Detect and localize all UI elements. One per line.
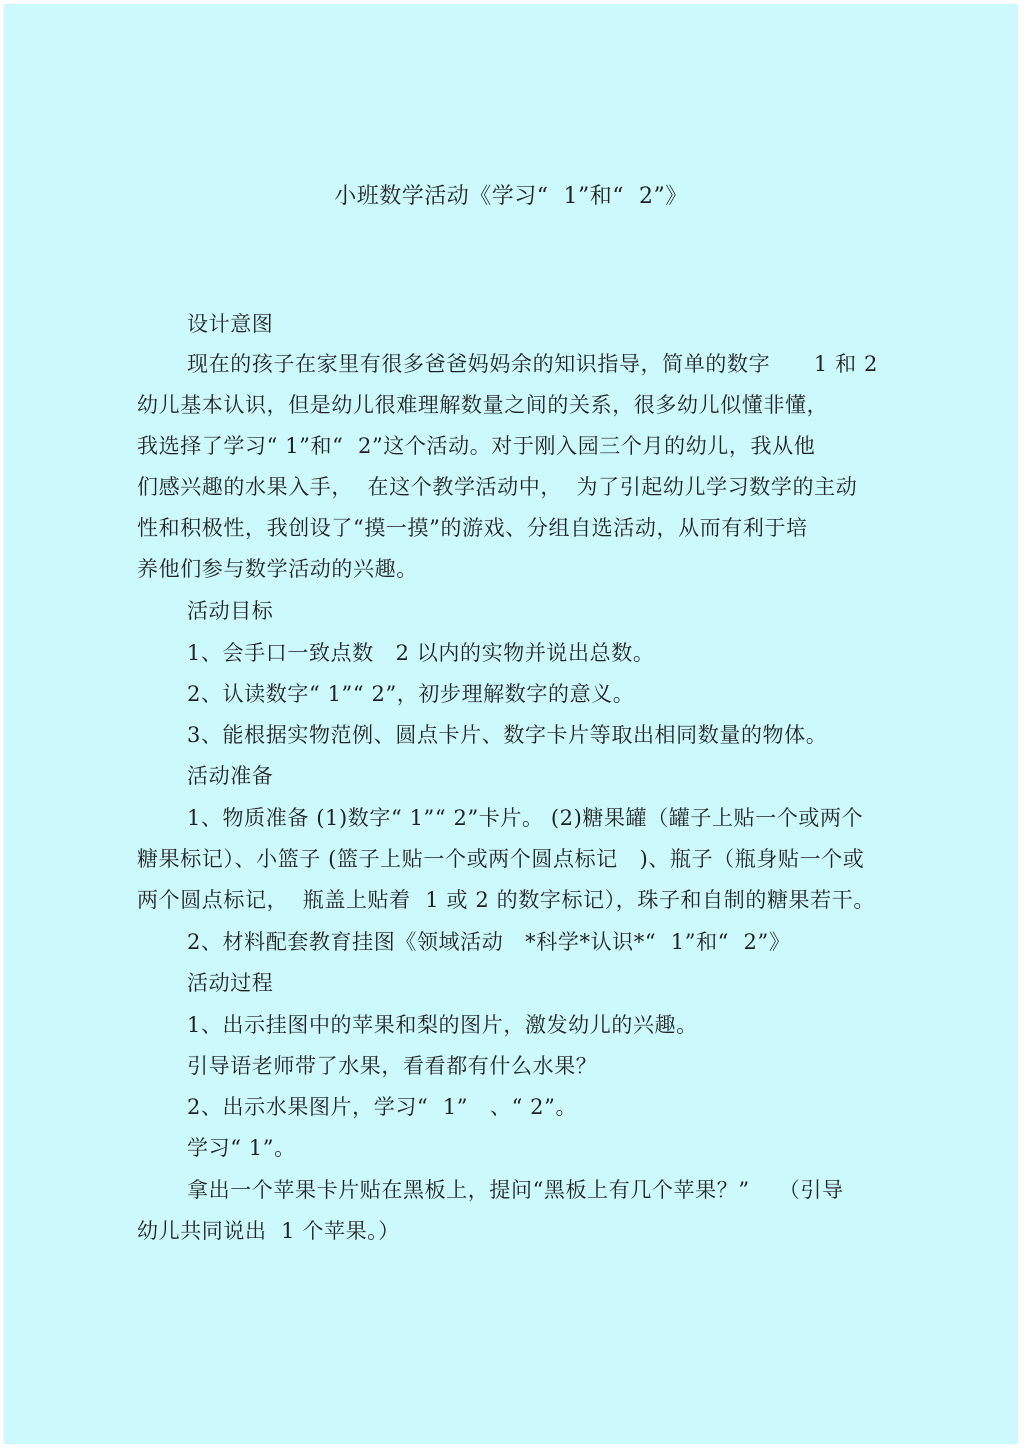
paragraph-line: 性和积极性，我创设了“摸一摸”的游戏、分组自选活动，从而有利于培 xyxy=(137,516,808,540)
paragraph-line: 学习“ 1”。 xyxy=(187,1136,296,1160)
paragraph-line: 糖果标记）、小篮子 (篮子上贴一个或两个圆点标记 )、瓶子（瓶身贴一个或 xyxy=(137,847,865,871)
list-item: 1、会手口一致点数 2 以内的实物并说出总数。 xyxy=(187,641,655,665)
paragraph-line: 引导语老师带了水果，看看都有什么水果？ xyxy=(187,1054,598,1078)
paragraph-line: 1、物质准备 (1)数字“ 1”“ 2”卡片。 (2)糖果罐（罐子上贴一个或两个 xyxy=(187,806,864,830)
paragraph-line: 2、材料配套教育挂图《领域活动 *科学*认识*“ 1”和“ 2”》 xyxy=(187,930,791,954)
heading-activity-preparation: 活动准备 xyxy=(187,764,274,788)
document-page xyxy=(4,4,1018,1444)
paragraph-line: 我选择了学习“ 1”和“ 2”这个活动。对于刚入园三个月的幼儿，我从他 xyxy=(137,434,816,458)
paragraph-line: 养他们参与数学活动的兴趣。 xyxy=(137,557,418,581)
paragraph-line: 幼儿共同说出 1 个苹果。） xyxy=(137,1219,400,1243)
paragraph-line: 两个圆点标记， 瓶盖上贴着 1 或 2 的数字标记），珠子和自制的糖果若干。 xyxy=(137,888,875,912)
paragraph-line: 2、出示水果图片，学习“ 1” 、“ 2”。 xyxy=(187,1095,578,1119)
heading-design-intent: 设计意图 xyxy=(187,312,274,336)
paragraph-line: 拿出一个苹果卡片贴在黑板上，提问“黑板上有几个苹果？” （引导 xyxy=(187,1178,844,1202)
heading-activity-goals: 活动目标 xyxy=(187,599,274,623)
paragraph-line: 现在的孩子在家里有很多爸爸妈妈余的知识指导，简单的数字 1 和 2 xyxy=(187,352,878,376)
heading-activity-process: 活动过程 xyxy=(187,971,274,995)
paragraph-line: 们感兴趣的水果入手， 在这个教学活动中， 为了引起幼儿学习数学的主动 xyxy=(137,475,858,499)
paragraph-line: 幼儿基本认识，但是幼儿很难理解数量之间的关系，很多幼儿似懂非懂， xyxy=(137,393,829,417)
paragraph-line: 1、出示挂图中的苹果和梨的图片，激发幼儿的兴趣。 xyxy=(187,1013,698,1037)
list-item: 2、认读数字“ 1”“ 2”，初步理解数字的意义。 xyxy=(187,682,635,706)
document-title: 小班数学活动《学习“ 1”和“ 2”》 xyxy=(334,184,688,209)
list-item: 3、能根据实物范例、圆点卡片、数字卡片等取出相同数量的物体。 xyxy=(187,723,828,747)
